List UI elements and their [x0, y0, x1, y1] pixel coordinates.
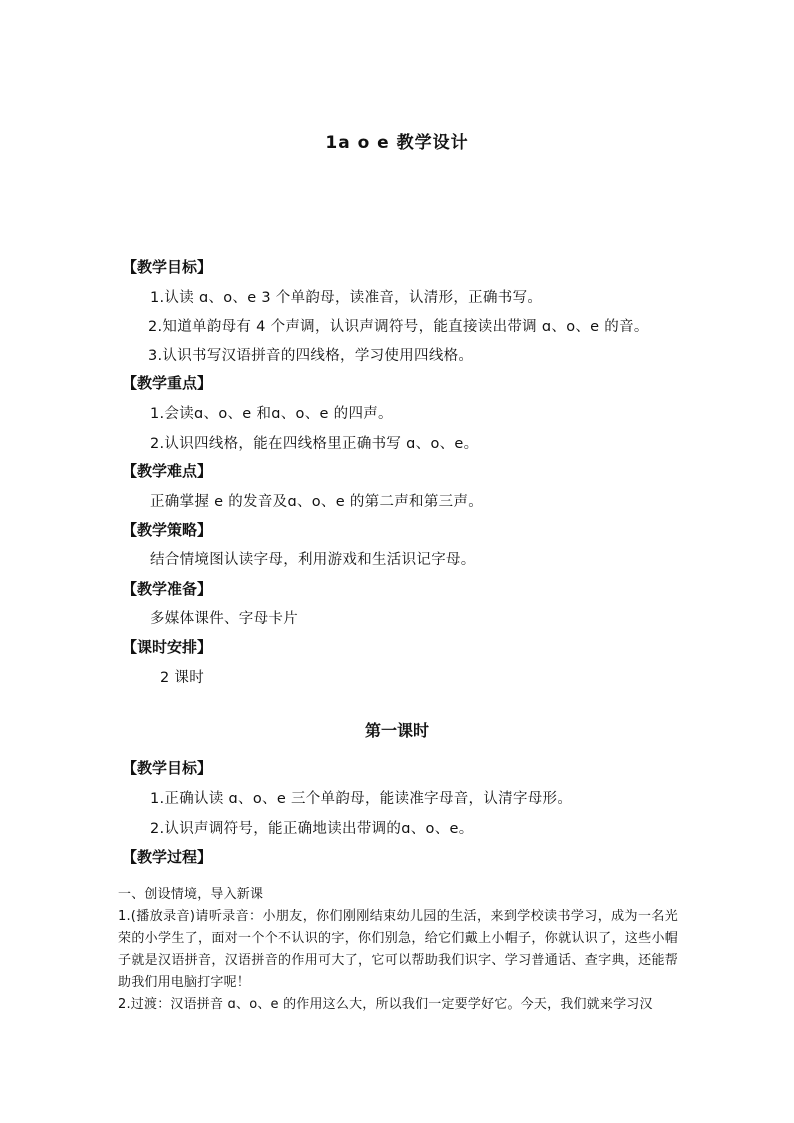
- heading-process: 【教学过程】: [122, 848, 213, 866]
- difficulty-line: 正确掌握 e 的发音及ɑ、o、e 的第二声和第三声。: [150, 494, 484, 510]
- heading-schedule: 【课时安排】: [122, 638, 213, 656]
- heading-key-points: 【教学重点】: [122, 374, 213, 392]
- preparation-line: 多媒体课件、字母卡片: [150, 611, 298, 627]
- schedule-line: 2 课时: [160, 670, 205, 686]
- lesson-goal-line: 1.正确认读 ɑ、o、e 三个单韵母，能读准字母音，认清字母形。: [150, 791, 573, 807]
- heading-difficulties: 【教学难点】: [122, 462, 213, 480]
- strategy-line: 结合情境图认读字母，利用游戏和生活识记字母。: [150, 552, 476, 568]
- key-point-line: 1.会读ɑ、o、e 和ɑ、o、e 的四声。: [150, 406, 393, 422]
- lesson-one-title: 第一课时: [364, 721, 429, 740]
- heading-preparation: 【教学准备】: [122, 580, 213, 598]
- key-point-line: 2.认识四线格，能在四线格里正确书写 ɑ、o、e。: [150, 436, 479, 452]
- document-title: 1a o e 教学设计: [325, 133, 469, 153]
- heading-lesson-goals: 【教学目标】: [122, 759, 213, 777]
- goal-line: 3.认识书写汉语拼音的四线格，学习使用四线格。: [148, 348, 474, 364]
- heading-teaching-goals: 【教学目标】: [122, 258, 213, 276]
- lesson-goal-line: 2.认识声调符号，能正确地读出带调的ɑ、o、e。: [150, 821, 474, 837]
- heading-strategy: 【教学策略】: [122, 521, 213, 539]
- goal-line: 2.知道单韵母有 4 个声调，认识声调符号，能直接读出带调 ɑ、o、e 的音。: [148, 319, 649, 335]
- goal-line: 1.认读 ɑ、o、e 3 个单韵母，读准音，认清形，正确书写。: [150, 290, 543, 306]
- process-paragraph: 1.(播放录音)请听录音：小朋友，你们刚刚结束幼儿园的生活，来到学校读书学习，成为一名光荣的小学生了，面对一个个不认识的字，你们别急，给它们戴上小帽子，你就认识了，这些小帽子就是汉语拼音，汉语拼音的作用可大了，它可以帮助我们识字、学习普通话、查字典，还能帮助我们用电脑打字呢！: [118, 909, 678, 990]
- process-paragraph: 2.过渡：汉语拼音 ɑ、o、e 的作用这么大，所以我们一定要学好它。今天，我们就来学习汉: [118, 997, 653, 1012]
- process-part-heading: 一、创设情境，导入新课: [118, 887, 264, 902]
